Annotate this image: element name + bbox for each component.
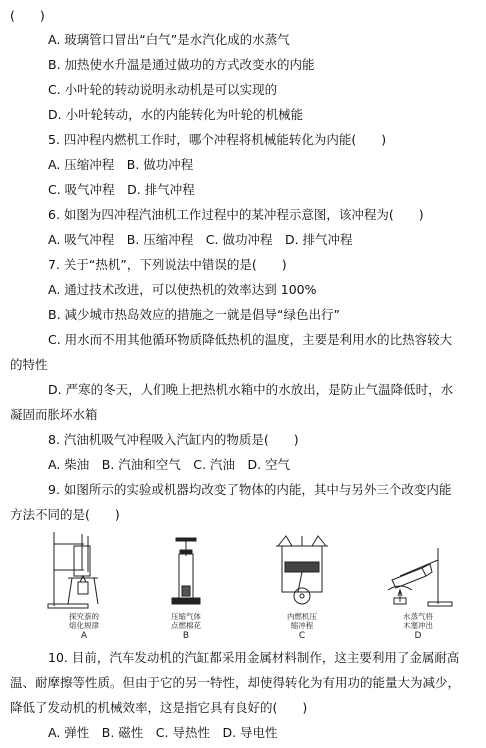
- figure-a: [44, 530, 124, 642]
- figure-c: [262, 530, 342, 642]
- figure-b: [146, 530, 226, 642]
- text-line-14: C. 用水而不用其他循环物质降低热机的温度，主要是利用水的比热容较大: [48, 332, 453, 347]
- melting-apparatus-icon: [44, 530, 124, 610]
- figure-d-caption-1: 水蒸气将: [403, 612, 433, 621]
- question-5: 5. 四冲程内燃机工作时，哪个冲程将机械能转化为内能( ): [48, 132, 387, 147]
- question-7: 7. 关于“热机”，下列说法中错误的是( ): [48, 257, 287, 272]
- question-8: 8. 汽油机吸气冲程吸入汽缸内的物质是( ): [48, 432, 299, 447]
- text-line-8: C. 吸气冲程 D. 排气冲程: [48, 182, 195, 197]
- figure-c-caption-1: 内燃机压: [287, 612, 317, 621]
- figure-c-label: C: [298, 631, 306, 641]
- text-line-16: D. 严寒的冬天，人们晚上把热机水箱中的水放出，是防止气温降低时，水: [48, 382, 454, 397]
- compression-tube-icon: [146, 530, 226, 610]
- text-line-7: A. 压缩冲程 B. 做功冲程: [48, 157, 194, 172]
- text-line-17: 凝固而胀坏水箱: [10, 407, 98, 422]
- text-line-21: 方法不同的是( ): [10, 507, 120, 522]
- text-line-15: 的特性: [10, 357, 48, 372]
- text-line-1: ( ): [10, 8, 45, 23]
- question-10: 10. 目前，汽车发动机的汽缸都采用金属材料制作，这主要利用了金属耐高: [48, 650, 460, 665]
- text-line-10: A. 吸气冲程 B. 压缩冲程 C. 做功冲程 D. 排气冲程: [48, 232, 353, 247]
- text-line-4: C. 小叶轮的转动说明永动机是可以实现的: [48, 82, 278, 97]
- figure-d-caption-2: 木塞冲出: [403, 621, 433, 630]
- figure-a-caption-2: 熔化规律: [69, 621, 99, 630]
- text-line-13: B. 减少城市热岛效应的措施之一就是倡导“绿色出行”: [48, 307, 340, 322]
- figure-b-caption-1: 压缩气体: [171, 612, 201, 621]
- figure-a-caption-1: 探究萘的: [69, 612, 99, 621]
- text-line-2: A. 玻璃管口冒出“白气”是水汽化成的水蒸气: [48, 32, 290, 47]
- question-6: 6. 如图为四冲程汽油机工作过程中的某冲程示意图，该冲程为( ): [48, 207, 424, 222]
- figure-b-caption-2: 点燃棉花: [171, 621, 201, 630]
- text-line-5: D. 小叶轮转动，水的内能转化为叶轮的机械能: [48, 107, 304, 122]
- figure-d-label: D: [414, 631, 422, 641]
- text-line-12: A. 通过技术改进，可以使热机的效率达到 100%: [48, 282, 317, 297]
- text-line-25: A. 弹性 B. 磁性 C. 导热性 D. 导电性: [48, 725, 278, 740]
- text-line-24: 降低了发动机的机械效率，这是指它具有良好的( ): [10, 700, 308, 715]
- text-line-19: A. 柴油 B. 汽油和空气 C. 汽油 D. 空气: [48, 457, 291, 472]
- figure-d: [378, 530, 458, 642]
- text-line-23: 温、耐摩擦等性质。但由于它的另一特性，却使得转化为有用功的能量大为减少，: [10, 675, 461, 690]
- engine-cylinder-icon: [262, 530, 342, 610]
- steam-cork-icon: [378, 530, 458, 610]
- question-9: 9. 如图所示的实验或机器均改变了物体的内能，其中与另外三个改变内能: [48, 482, 452, 497]
- figure-c-caption-2: 缩冲程: [290, 621, 314, 630]
- figure-a-label: A: [80, 631, 88, 641]
- text-line-3: B. 加热使水升温是通过做功的方式改变水的内能: [48, 57, 315, 72]
- figure-b-label: B: [182, 631, 190, 641]
